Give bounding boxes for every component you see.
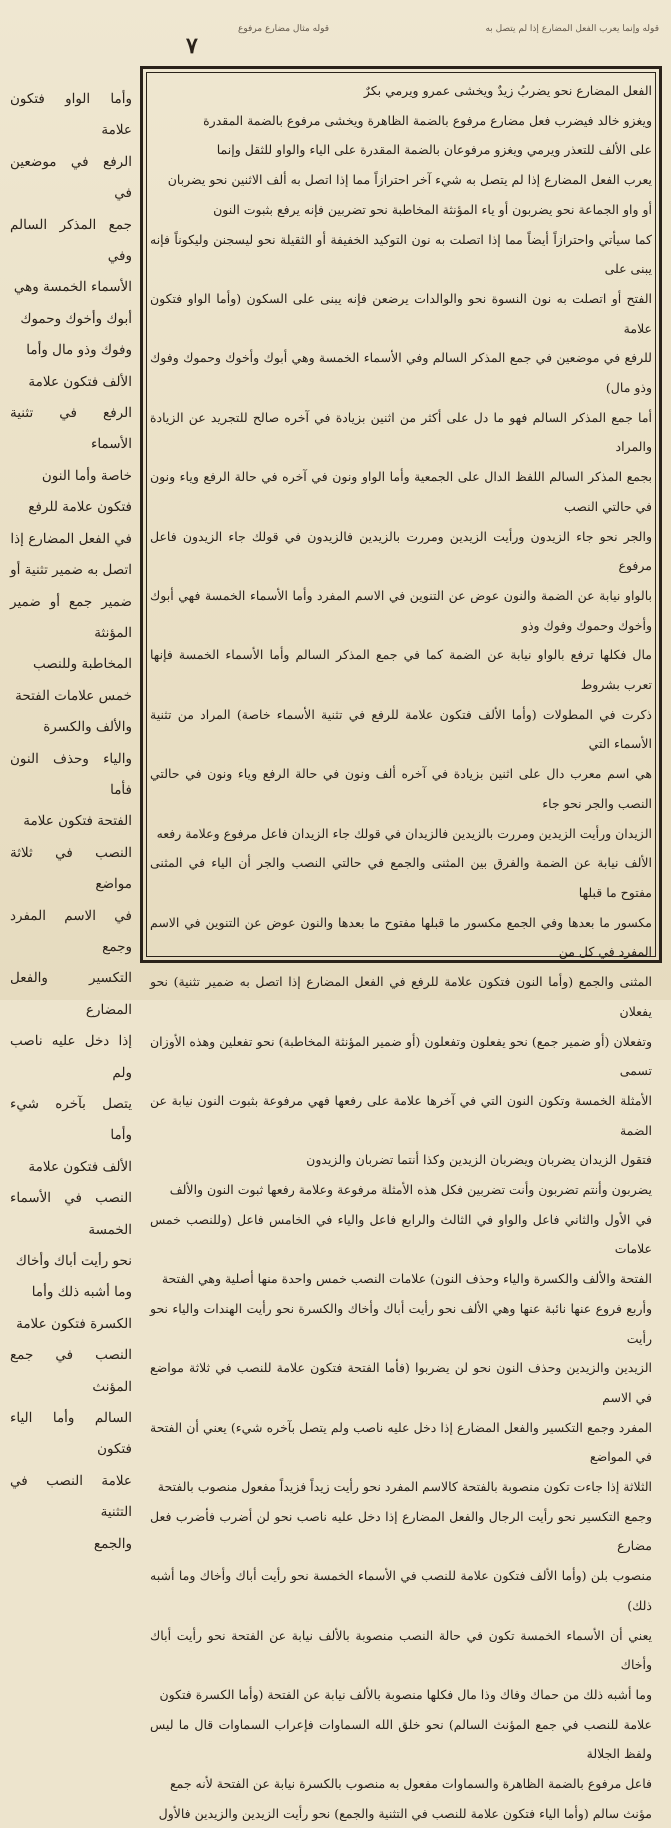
main-text-line: للرفع في موضعين في جمع المذكر السالم وفي الأسماء الخمسة وهي أبوك وأخوك وحموك وفوك وذو مال) <box>150 350 652 396</box>
main-text-line: على الألف للتعذر ويرمي ويغزو مرفوعان بالضمة المقدرة على الياء والواو للثقل وإنما <box>216 142 652 158</box>
main-text-line: في الأول والثاني فاعل والواو في الثالث والرابع فاعل والياء في الخامس فاعل (وللنصب خمس علامات <box>150 1211 652 1257</box>
page-number: ٧ <box>186 33 198 59</box>
margin-text-line: النصب في جمع المؤنث <box>10 1347 132 1395</box>
margin-text-line: والألف والكسرة <box>43 719 132 736</box>
main-text-line: وأربع فروع عنها نائبة عنها وهي الألف نحو رأيت أباك وأخاك والكسرة نحو رأيت الهندات والياء نحو رأيت <box>150 1300 652 1346</box>
margin-text-line: النصب في الأسماء الخمسة <box>10 1190 132 1238</box>
margin-text-line: فتكون علامة للرفع <box>28 499 132 516</box>
main-text-line: الأمثلة الخمسة وتكون النون التي في آخرها علامة على رفعها فهي مرفوعة بثبوت النون نيابة عن الضمة <box>150 1092 652 1138</box>
margin-text-line: التكسير والفعل المضارع <box>10 970 132 1018</box>
margin-text-line: والياء وحذف النون فأما <box>10 750 132 798</box>
margin-text-line: الكسرة فتكون علامة <box>16 1315 132 1332</box>
main-text-line: والجر نحو جاء الزيدون ورأيت الزيدين ومررت بالزيدين فالزيدون في قولك جاء الزيدون فاعل مرفوع <box>150 528 652 574</box>
margin-text-line: اتصل به ضمير تثنية أو <box>10 562 132 579</box>
main-text-line: الزيدين والزيدين وحذف النون نحو لن يضربوا (فأما الفتحة فتكون علامة للنصب في ثلاثة مواضع في الاسم <box>150 1360 652 1405</box>
margin-text-line: المخاطبة وللنصب <box>33 656 132 673</box>
main-text-line: أو واو الجماعة نحو يضربون أو ياء المؤنثة المخاطبة نحو تضربين فإنه يرفع بثبوت النون <box>213 201 652 217</box>
margin-text-line: الألف فتكون علامة <box>28 373 132 390</box>
margin-text-line: جمع المذكر السالم وفي <box>10 216 132 265</box>
main-text-line: فاعل مرفوع بالضمة الظاهرة والسماوات مفعول به منصوب بالكسرة نيابة عن الفتحة لأنه جمع <box>169 1776 652 1792</box>
main-text-line: وجمع التكسير نحو رأيت الرجال والفعل المضارع إذا دخل عليه ناصب نحو لن أضرب فأضرب فعل مضارع <box>150 1508 652 1554</box>
main-text-line: الألف نيابة عن الضمة والفرق بين المثنى والجمع في حالتي النصب والجر أن الياء في المثنى مفتوح ما قبلها <box>150 855 652 900</box>
margin-text-line: وأما الواو فتكون علامة <box>10 91 132 139</box>
main-text-line: الزيدان ورأيت الزيدين ومررت بالزيدين فالزيدان في قولك جاء الزيدان فاعل مرفوع وعلامة رفعه <box>156 825 652 841</box>
margin-text-line: ضمير جمع أو ضمير المؤنثة <box>10 593 132 641</box>
main-text-line: المفرد وجمع التكسير والفعل المضارع إذا دخل عليه ناصب ولم يتصل بآخره شيء) يعني أن الفتحة في المواضع <box>150 1419 652 1465</box>
main-text-line: الفعل المضارع نحو يضربُ زيدٌ ويخشى عمرو ويرمي بكرٌ <box>363 83 652 98</box>
margin-text-line: الرفع في موضعين في <box>10 153 132 202</box>
margin-text-line: في الاسم المفرد وجمع <box>10 907 132 955</box>
margin-text-line: وما أشبه ذلك وأما <box>31 1284 132 1301</box>
main-commentary-text <box>150 76 652 1821</box>
main-text-line: بالواو نيابة عن الضمة والنون عوض عن التنوين في الاسم المفرد وأما الأسماء الخمسة فهي أبوك وأخوك وحموك وفوك وذو <box>150 587 652 633</box>
margin-text-line: الفتحة فتكون علامة <box>23 813 132 830</box>
main-text-line: يضربون وأنتم تضربون وأنت تضربين فكل هذه الأمثلة مرفوعة وعلامة رفعها ثبوت النون والألف <box>169 1182 652 1198</box>
margin-text-line: الألف فتكون علامة <box>28 1158 132 1175</box>
main-text-line: مؤنث سالم (وأما الياء فتكون علامة للنصب في التثنية والجمع) نحو رأيت الزيدين والزيدين فالأول <box>158 1805 652 1821</box>
margin-text-line: وفوك وذو مال وأما <box>26 342 132 359</box>
main-text-line: ذكرت في المطولات (وأما الألف فتكون علامة للرفع في تثنية الأسماء خاصة) المراد من تثنية الأسماء التي <box>150 706 652 752</box>
top-handwritten-note: قوله وإنما يعرب الفعل المضارع إذا لم يتصل به <box>485 24 659 34</box>
margin-text-line: نحو رأيت أباك وأخاك <box>15 1253 132 1270</box>
main-text-line: الثلاثة إذا جاءت تكون منصوبة بالفتحة كالاسم المفرد نحو رأيت زيداً فزيداً مفعول منصوب بالفتحة <box>157 1479 652 1495</box>
main-text-line: المثنى والجمع (وأما النون فتكون علامة للرفع في الفعل المضارع إذا اتصل به ضمير تثنية) نحو يفعلان <box>150 974 652 1019</box>
main-text-line: ويغزو خالد فيضرب فعل مضارع مرفوع بالضمة الظاهرة ويخشى مرفوع بالضمة المقدرة <box>203 112 652 128</box>
margin-text-line: في الفعل المضارع إذا <box>10 530 132 547</box>
top-mid-handwritten-note: قوله مثال مضارع مرفوع <box>238 24 330 34</box>
margin-text-line: أبوك وأخوك وحموك <box>20 310 132 327</box>
main-text-line: مال فكلها ترفع بالواو نيابة عن الضمة كما في جمع المذكر السالم وأما الأسماء الخمسة فإنها تعرب بشروط <box>150 647 652 693</box>
main-text-line: علامة للنصب في جمع المؤنث السالم) نحو خلق الله السماوات فإعراب السماوات قال ما ليس ولفظ الجلالة <box>150 1716 652 1762</box>
margin-text-line: يتصل بآخره شيء وأما <box>10 1096 132 1144</box>
margin-matn-text <box>10 84 132 1552</box>
main-text-line: الفتح أو اتصلت به نون النسوة نحو والوالدات يرضعن فإنه يبنى على السكون (وأما الواو فتكون علامة <box>150 290 652 336</box>
margin-text-line: علامة النصب في التثنية <box>10 1472 132 1521</box>
margin-text-line: إذا دخل عليه ناصب ولم <box>10 1033 132 1081</box>
main-text-line: أما جمع المذكر السالم فهو ما دل على أكثر من اثنين بزيادة في آخره صالح للتجريد عن الزيادة والمراد <box>150 409 652 455</box>
margin-text-line: الرفع في تثنية الأسماء <box>10 405 132 453</box>
main-text-line: فتقول الزيدان يضربان ويضربان الزيدين وكذا أنتما تضربان والزيدون <box>306 1152 652 1168</box>
main-text-line: هي اسم معرب دال على اثنين بزيادة في آخره ألف ونون في حالة الرفع وياء ونون في حالتي النصب والجر نحو جاء <box>150 766 652 811</box>
margin-text-line: الأسماء الخمسة وهي <box>13 279 132 296</box>
margin-text-line: والجمع <box>93 1535 132 1552</box>
main-text-line: الفتحة والألف والكسرة والياء وحذف النون) علامات النصب خمس واحدة منها أصلية وهي الفتحة <box>161 1271 652 1287</box>
main-text-line: منصوب بلن (وأما الألف فتكون علامة للنصب في الأسماء الخمسة نحو رأيت أباك وأخاك وما أشبه ذلك) <box>150 1568 652 1613</box>
main-text-line: وما أشبه ذلك من حماك وفاك وذا مال فكلها منصوبة بالألف نيابة عن الفتحة (وأما الكسرة فتكون <box>159 1686 652 1702</box>
main-text-line: وتفعلان (أو ضمير جمع) نحو يفعلون وتفعلون (أو ضمير المؤنثة المخاطبة) نحو تفعلين وهذه الأوزان تسمى <box>150 1033 652 1079</box>
main-text-line: كما سيأتي واحترازاً أيضاً مما إذا اتصلت به نون التوكيد الخفيفة أو الثقيلة نحو ليسجنن وليكوناً فإنه يبنى على <box>150 231 652 277</box>
margin-text-line: خمس علامات الفتحة <box>15 687 132 704</box>
main-text-line: يعرب الفعل المضارع إذا لم يتصل به شيء آخر احترازاً مما إذا اتصل به ألف الاثنين نحو يضربان <box>167 172 652 188</box>
margin-text-line: خاصة وأما النون <box>41 467 132 484</box>
main-text-line: مكسور ما بعدها وفي الجمع مكسور ما قبلها مفتوح ما بعدها والنون عوض عن التنوين في الاسم المفرد في كل من <box>150 914 652 960</box>
main-text-line: يعني أن الأسماء الخمسة تكون في حالة النصب منصوبة بالألف نيابة عن الفتحة نحو رأيت أباك وأخاك <box>150 1627 652 1673</box>
margin-text-line: النصب في ثلاثة مواضع <box>10 844 132 893</box>
margin-text-line: السالم وأما الياء فتكون <box>10 1410 132 1458</box>
main-text-line: بجمع المذكر السالم اللفظ الدال على الجمعية وأما الواو ونون في آخره في حالة الرفع وياء ونون في حالتي النصب <box>150 469 652 514</box>
